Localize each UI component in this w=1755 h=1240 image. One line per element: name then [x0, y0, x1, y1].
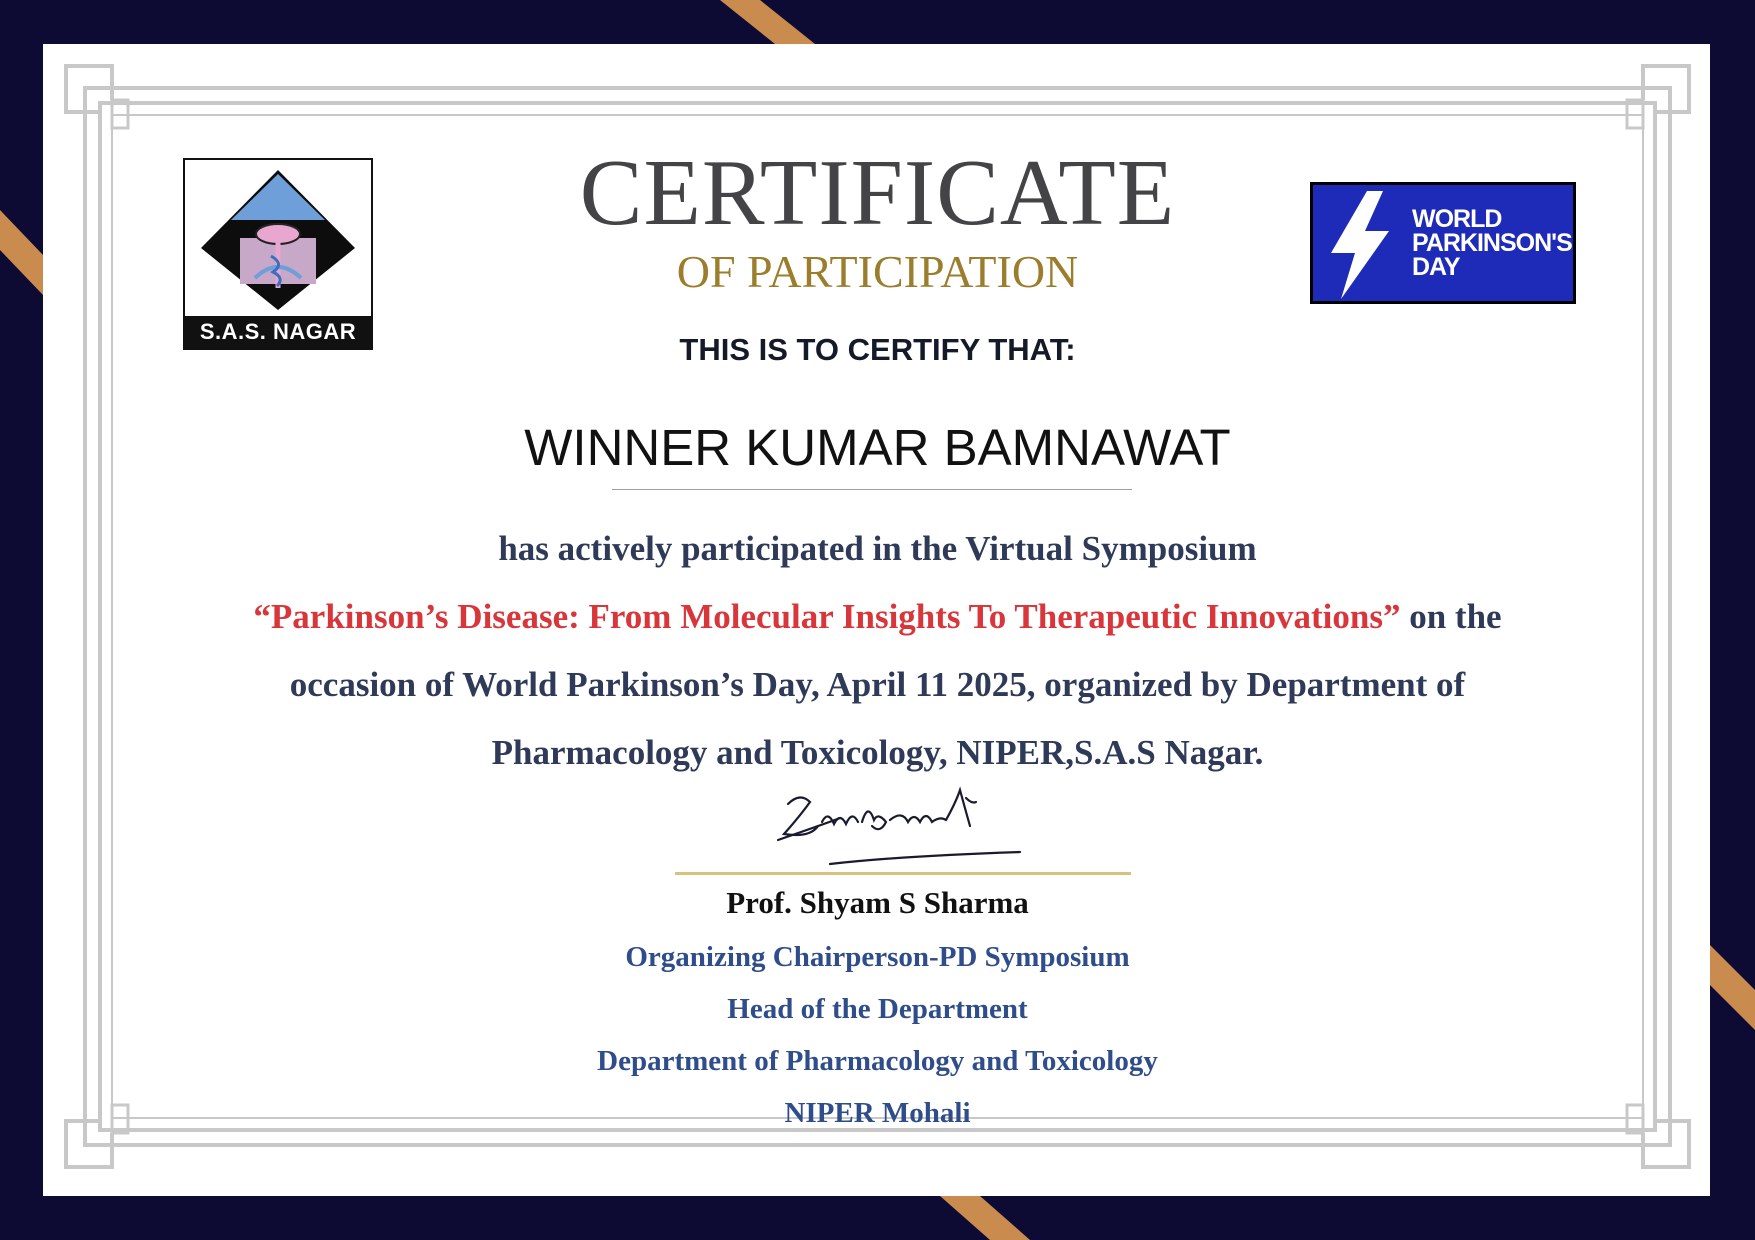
- symposium-title: “Parkinson’s Disease: From Molecular Insights To Therapeutic Innovations”: [253, 597, 1401, 636]
- signatory-role-1: Organizing Chairperson-PD Symposium: [625, 941, 1130, 973]
- body-intro: has actively participated in the Virtual Symposium: [498, 529, 1257, 568]
- signatory-role-2: Head of the Department: [727, 993, 1028, 1025]
- certify-line: THIS IS TO CERTIFY THAT:: [679, 332, 1076, 367]
- signatory-name: Prof. Shyam S Sharma: [726, 885, 1029, 920]
- wpd-line-1: WORLD: [1412, 205, 1502, 233]
- recipient-name: WINNER KUMAR BAMNAWAT: [524, 419, 1231, 476]
- signatory-role-4: NIPER Mohali: [784, 1097, 971, 1129]
- logo-caption: S.A.S. NAGAR: [185, 316, 371, 348]
- name-underline: [612, 489, 1132, 490]
- certificate-title: CERTIFICATE: [579, 141, 1176, 245]
- wpd-line-2: PARKINSON'S: [1412, 229, 1572, 257]
- handwritten-signature-icon: [770, 782, 1030, 872]
- signature-line: [675, 872, 1131, 875]
- certificate-subtitle: OF PARTICIPATION: [676, 246, 1079, 297]
- body-tail: on the occasion of World Parkinson’s Day, April 11 2025, organized by Department of Pharmacology and Toxicology, NIPER,S.A.S Nagar.: [289, 597, 1502, 772]
- signatory-role-3: Department of Pharmacology and Toxicology: [597, 1045, 1158, 1077]
- wpd-line-3: DAY: [1412, 253, 1460, 281]
- certificate-body: [190, 515, 1565, 787]
